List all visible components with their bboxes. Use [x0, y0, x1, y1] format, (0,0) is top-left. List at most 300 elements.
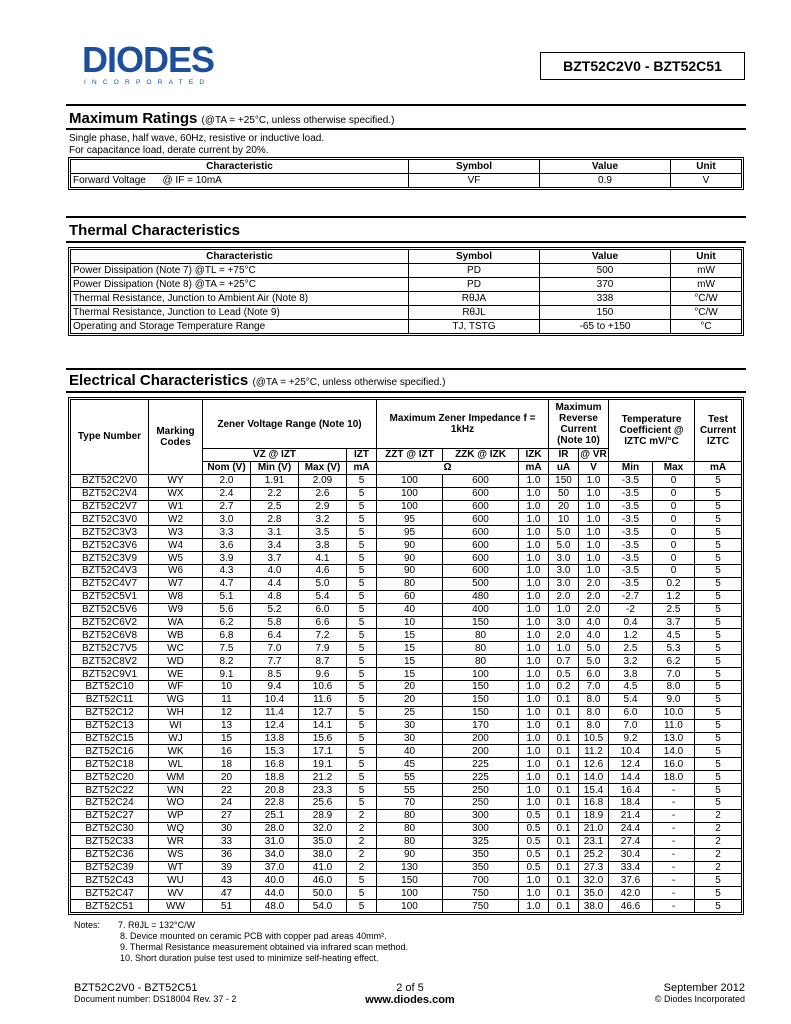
cell: 21.4: [609, 809, 653, 822]
max-ratings-title: Maximum Ratings (@TA = +25°C, unless otherwise specified.): [69, 110, 395, 127]
cell: 150: [540, 306, 671, 320]
cell: 750: [443, 900, 519, 913]
cell: 1.0: [519, 655, 549, 668]
cell: 2.5: [609, 642, 653, 655]
cell: 5: [695, 887, 742, 900]
cell: 90: [377, 539, 443, 552]
cell: 30: [377, 732, 443, 745]
cell: 0: [653, 487, 695, 500]
cell: BZT52C3V3: [71, 526, 149, 539]
cell: 5: [695, 719, 742, 732]
unit-header: Ω: [377, 461, 519, 474]
cell: 100: [377, 900, 443, 913]
cell: 5: [695, 539, 742, 552]
cell: 5: [347, 552, 377, 565]
table-row: [71, 577, 742, 590]
notes-label: Notes:: [74, 920, 101, 930]
cell: 2: [347, 861, 377, 874]
cell: 2.5: [251, 500, 299, 513]
cell: 100: [377, 500, 443, 513]
cell: 28.9: [299, 809, 347, 822]
col-header: Characteristic: [71, 250, 409, 264]
cell: WW: [149, 900, 203, 913]
table-row: [71, 616, 742, 629]
cell: 3.8: [299, 539, 347, 552]
cell: 35.0: [299, 835, 347, 848]
cell: 7.0: [251, 642, 299, 655]
col-header: Value: [540, 250, 671, 264]
cell: 5: [347, 887, 377, 900]
cell: 0: [653, 474, 695, 487]
col-header: Value: [540, 160, 671, 174]
cell: -: [653, 887, 695, 900]
cell: 5: [695, 513, 742, 526]
cell: BZT52C22: [71, 784, 149, 797]
cell: 5: [695, 577, 742, 590]
cell: TJ, TSTG: [409, 320, 540, 334]
cell: 24.4: [609, 822, 653, 835]
cell: 45: [377, 758, 443, 771]
cell: 7.7: [251, 655, 299, 668]
cell: 5: [347, 874, 377, 887]
table-row: [71, 706, 742, 719]
cell: 5.3: [653, 642, 695, 655]
cell: 5: [695, 681, 742, 694]
cell: 2.5: [653, 603, 695, 616]
cell: 600: [443, 552, 519, 565]
cell: 600: [443, 539, 519, 552]
cell: 19.1: [299, 758, 347, 771]
cell: 5: [695, 552, 742, 565]
vr-subheader: @ VR: [580, 449, 607, 461]
cell: 1.0: [519, 784, 549, 797]
cell: WE: [149, 668, 203, 681]
cell: BZT52C27: [71, 809, 149, 822]
cell: °C/W: [671, 306, 742, 320]
cell: 5: [347, 642, 377, 655]
cell: 5.0: [549, 526, 579, 539]
cell: 0.2: [549, 681, 579, 694]
cell: 3.0: [549, 552, 579, 565]
note-8: 8. Device mounted on ceramic PCB with copper pad areas 40mm².: [120, 931, 387, 941]
table-row: [71, 655, 742, 668]
cell: 4.3: [203, 565, 251, 578]
ir-subheader: IR: [549, 449, 579, 462]
table-row: [71, 771, 742, 784]
cell: 6.0: [609, 706, 653, 719]
cell: 28.0: [251, 822, 299, 835]
cell: PD: [409, 264, 540, 278]
cell: 3.7: [653, 616, 695, 629]
table-row: [71, 745, 742, 758]
cell: WN: [149, 784, 203, 797]
cell: 5: [695, 655, 742, 668]
cell: 40.0: [251, 874, 299, 887]
cell: 8.0: [579, 706, 609, 719]
cell: 0.1: [549, 809, 579, 822]
cell: 0: [653, 526, 695, 539]
cell: 22: [203, 784, 251, 797]
cell: 1.0: [579, 552, 609, 565]
cell: BZT52C3V6: [71, 539, 149, 552]
cell: 0: [653, 565, 695, 578]
cell: 12.7: [299, 706, 347, 719]
cell: 38.0: [579, 900, 609, 913]
cell: 20.8: [251, 784, 299, 797]
cell: 32.0: [579, 874, 609, 887]
cell: W5: [149, 552, 203, 565]
cell: °C: [671, 320, 742, 334]
cell: 1.0: [519, 745, 549, 758]
cell: 8.0: [579, 719, 609, 732]
cell: 3.4: [251, 539, 299, 552]
cell: 100: [377, 487, 443, 500]
cell: 150: [549, 474, 579, 487]
max-ratings-note-2: For capacitance load, derate current by 20%.: [69, 145, 269, 156]
cell: 1.0: [519, 603, 549, 616]
cell: 0.1: [549, 719, 579, 732]
cell: 10.5: [579, 732, 609, 745]
cell: 150: [443, 693, 519, 706]
cell: 5: [347, 732, 377, 745]
cell: 5: [347, 681, 377, 694]
cell: 1.0: [579, 526, 609, 539]
cell: -3.5: [609, 526, 653, 539]
cell: 750: [443, 887, 519, 900]
cell: WV: [149, 887, 203, 900]
cell: 2.8: [251, 513, 299, 526]
table-row: [71, 848, 742, 861]
part-range-box: BZT52C2V0 - BZT52C51: [540, 52, 745, 80]
cell: 11.6: [299, 693, 347, 706]
cell: 150: [443, 616, 519, 629]
cell: WB: [149, 629, 203, 642]
cell: WJ: [149, 732, 203, 745]
table-row: [71, 264, 742, 278]
cell: 5.4: [609, 693, 653, 706]
cell: 12: [203, 706, 251, 719]
cell: -: [653, 861, 695, 874]
cell: Power Dissipation (Note 8) @TA = +25°C: [71, 278, 409, 292]
cell: 0.1: [549, 848, 579, 861]
section-divider: [66, 128, 746, 130]
cell: 0.1: [549, 874, 579, 887]
cell: 4.0: [251, 565, 299, 578]
cell: 225: [443, 771, 519, 784]
cell: WH: [149, 706, 203, 719]
cell: WF: [149, 681, 203, 694]
cell: 5: [347, 706, 377, 719]
cell: 36: [203, 848, 251, 861]
cell: 20: [377, 693, 443, 706]
cell: 1.0: [579, 565, 609, 578]
cell: 1.0: [579, 500, 609, 513]
cell: 5: [695, 500, 742, 513]
cell: RθJL: [409, 306, 540, 320]
cell: 10.4: [609, 745, 653, 758]
table-row: [71, 629, 742, 642]
cell: 1.0: [579, 539, 609, 552]
cell: 34.0: [251, 848, 299, 861]
unit-header: Max (V): [299, 461, 347, 474]
cell: BZT52C4V3: [71, 565, 149, 578]
cell: 38.0: [299, 848, 347, 861]
cell: 5.4: [299, 590, 347, 603]
cell: 9.4: [251, 681, 299, 694]
unit-header: Min (V): [251, 461, 299, 474]
cell: 27.3: [579, 861, 609, 874]
unit-header: Nom (V): [203, 461, 251, 474]
cell: 1.0: [579, 474, 609, 487]
cell: 9.6: [299, 668, 347, 681]
cell: WO: [149, 797, 203, 810]
cell: mW: [671, 264, 742, 278]
table-row: [71, 874, 742, 887]
cell: 1.2: [609, 629, 653, 642]
cell: BZT52C33: [71, 835, 149, 848]
col-header: Unit: [671, 250, 742, 264]
cell: 24: [203, 797, 251, 810]
cell: 3.5: [299, 526, 347, 539]
cell: 7.0: [579, 681, 609, 694]
cell: 33: [203, 835, 251, 848]
cell: 500: [540, 264, 671, 278]
cell: 8.0: [653, 681, 695, 694]
footer-docnum: Document number: DS18004 Rev. 37 - 2: [74, 994, 237, 1004]
cell: 6.0: [299, 603, 347, 616]
cell: 1.0: [579, 513, 609, 526]
cell: 6.2: [653, 655, 695, 668]
cell: W1: [149, 500, 203, 513]
cell: 18.9: [579, 809, 609, 822]
cell: 325: [443, 835, 519, 848]
cell: 0.1: [549, 745, 579, 758]
cell: 0.1: [549, 784, 579, 797]
cell: 18: [203, 758, 251, 771]
cell: 3.6: [203, 539, 251, 552]
cell: -3.5: [609, 513, 653, 526]
cell: 2: [347, 809, 377, 822]
cell: WG: [149, 693, 203, 706]
table-row: [71, 513, 742, 526]
cell: 80: [443, 642, 519, 655]
cell: WU: [149, 874, 203, 887]
marking-codes-header: Marking Codes: [149, 400, 203, 475]
cell: 5: [347, 603, 377, 616]
cell: WP: [149, 809, 203, 822]
cell: BZT52C18: [71, 758, 149, 771]
cell: -: [653, 809, 695, 822]
unit-header: mA: [695, 461, 742, 474]
cell: 3.0: [549, 616, 579, 629]
cell: 11.2: [579, 745, 609, 758]
cell: BZT52C6V2: [71, 616, 149, 629]
cell: 44.0: [251, 887, 299, 900]
cell: 0.9: [540, 174, 671, 188]
cell: BZT52C5V1: [71, 590, 149, 603]
cell: 3.0: [549, 577, 579, 590]
cell: 0.1: [549, 835, 579, 848]
cell: 54.0: [299, 900, 347, 913]
cell: 2: [695, 822, 742, 835]
cell: 0.5: [519, 822, 549, 835]
cell: 600: [443, 474, 519, 487]
cell: 0.2: [653, 577, 695, 590]
table-row: [71, 861, 742, 874]
cell: 48.0: [251, 900, 299, 913]
cell: 8.5: [251, 668, 299, 681]
cell: WC: [149, 642, 203, 655]
cell: WD: [149, 655, 203, 668]
cell: BZT52C2V0: [71, 474, 149, 487]
cell: 16.8: [251, 758, 299, 771]
cell: 47: [203, 887, 251, 900]
cell: 3.3: [203, 526, 251, 539]
cell: -: [653, 900, 695, 913]
cell: Operating and Storage Temperature Range: [71, 320, 409, 334]
cell: 1.0: [519, 681, 549, 694]
cell: 5: [695, 487, 742, 500]
cell: -3.5: [609, 539, 653, 552]
cell: 15: [377, 629, 443, 642]
cell: -3.5: [609, 577, 653, 590]
cell: 5: [347, 629, 377, 642]
cell: BZT52C20: [71, 771, 149, 784]
cell: 5: [347, 771, 377, 784]
zener-voltage-header: Zener Voltage Range (Note 10): [203, 400, 377, 449]
cell: 170: [443, 719, 519, 732]
cell: 5: [695, 874, 742, 887]
cell: 17.1: [299, 745, 347, 758]
cell: 10.4: [251, 693, 299, 706]
cell: 5: [347, 577, 377, 590]
cell: W8: [149, 590, 203, 603]
cell: W2: [149, 513, 203, 526]
cell: 2: [347, 848, 377, 861]
cell: 3.0: [203, 513, 251, 526]
cell: 5: [347, 474, 377, 487]
cell: 9.2: [609, 732, 653, 745]
cell: -3.5: [609, 474, 653, 487]
cell: 5: [695, 616, 742, 629]
note-10: 10. Short duration pulse test used to minimize self-heating effect.: [120, 953, 379, 963]
cell: 300: [443, 809, 519, 822]
cell: 2: [347, 835, 377, 848]
cell: 21.2: [299, 771, 347, 784]
cell: 43: [203, 874, 251, 887]
cell: 55: [377, 784, 443, 797]
table-row: [71, 719, 742, 732]
cell: 1.0: [519, 552, 549, 565]
cell: 1.0: [549, 642, 579, 655]
cell: 4.0: [579, 616, 609, 629]
cell: 0.1: [549, 797, 579, 810]
cell: 3.2: [609, 655, 653, 668]
cell: 5: [695, 642, 742, 655]
cell: 15.4: [579, 784, 609, 797]
cell: 0.5: [549, 668, 579, 681]
cell: 42.0: [609, 887, 653, 900]
cell: 0: [653, 539, 695, 552]
unit-header: Max: [653, 461, 695, 474]
cell: 2.4: [203, 487, 251, 500]
cell: 0.5: [519, 861, 549, 874]
cell: 27: [203, 809, 251, 822]
cell: 4.6: [299, 565, 347, 578]
cell: -2: [609, 603, 653, 616]
cell: 0.1: [549, 706, 579, 719]
cell: 2.6: [299, 487, 347, 500]
cell: 5: [347, 693, 377, 706]
cell: W6: [149, 565, 203, 578]
cell: 0.5: [519, 848, 549, 861]
cell: 22.8: [251, 797, 299, 810]
cell: 5.0: [299, 577, 347, 590]
section-divider: [66, 241, 746, 243]
cell: 30: [203, 822, 251, 835]
table-row: [71, 693, 742, 706]
cell: 13.0: [653, 732, 695, 745]
thermal-table-frame: [68, 247, 744, 336]
cell: BZT52C4V7: [71, 577, 149, 590]
cell: 700: [443, 874, 519, 887]
cell: 1.0: [519, 874, 549, 887]
cell: 6.6: [299, 616, 347, 629]
cell: 15.3: [251, 745, 299, 758]
cell: 1.0: [519, 500, 549, 513]
cell: 1.0: [519, 668, 549, 681]
cell: 0.5: [519, 835, 549, 848]
cell: 5: [347, 526, 377, 539]
cell: 80: [443, 629, 519, 642]
cell: 13: [203, 719, 251, 732]
col-header: Symbol: [409, 160, 540, 174]
footer-website-link[interactable]: www.diodes.com: [365, 994, 455, 1006]
cell: 5: [695, 668, 742, 681]
thermal-table: [70, 249, 742, 334]
cell: 3.1: [251, 526, 299, 539]
cell: 16.4: [609, 784, 653, 797]
table-row: [71, 887, 742, 900]
electrical-title: Electrical Characteristics (@TA = +25°C, unless otherwise specified.): [69, 372, 446, 389]
cell: 35.0: [579, 887, 609, 900]
cell: 5: [695, 693, 742, 706]
cell: 10: [549, 513, 579, 526]
cell: BZT52C30: [71, 822, 149, 835]
cell: 32.0: [299, 822, 347, 835]
cell: 5.1: [203, 590, 251, 603]
footer-date: September 2012: [663, 982, 745, 994]
cell: 16.8: [579, 797, 609, 810]
cell: WS: [149, 848, 203, 861]
cell: 2.0: [579, 577, 609, 590]
cell: 1.0: [519, 693, 549, 706]
cell: °C/W: [671, 292, 742, 306]
cell: BZT52C51: [71, 900, 149, 913]
footer-copyright: © Diodes Incorporated: [654, 994, 745, 1004]
cell: 25.1: [251, 809, 299, 822]
cell: 150: [443, 706, 519, 719]
cell: 4.5: [653, 629, 695, 642]
cell: Thermal Resistance, Junction to Lead (Note 9): [71, 306, 409, 320]
cell: BZT52C3V0: [71, 513, 149, 526]
cell: 5: [695, 706, 742, 719]
cell: 1.0: [519, 719, 549, 732]
cell: 18.8: [251, 771, 299, 784]
cell: 4.7: [203, 577, 251, 590]
cell: 1.0: [519, 706, 549, 719]
cell: 1.0: [519, 487, 549, 500]
